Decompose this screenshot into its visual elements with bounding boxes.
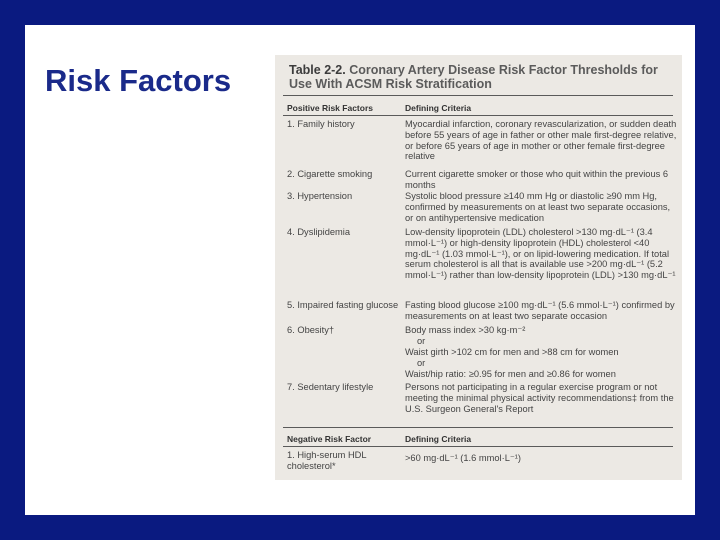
negative-header: Negative Risk Factor	[287, 434, 372, 444]
table-row: 6. Obesity†	[287, 325, 335, 335]
table-cell: Myocardial infarction, coronary revascularization, or sudden death before 55 years of age in father or other male first-degree relative, or before 65 years of age in mother or other female first-degree relative	[405, 119, 677, 162]
table-title	[289, 63, 674, 91]
table-cell: Waist/hip ratio: ≥0.95 for men and ≥0.86 for women	[405, 369, 616, 379]
table-cell: Current cigarette smoker or those who quit within the previous 6 months	[405, 169, 669, 190]
table-cell: Body mass index >30 kg·m⁻²	[405, 325, 526, 335]
table-cell: or	[417, 336, 426, 346]
table-cell: Waist girth >102 cm for men and >88 cm for women	[405, 347, 619, 357]
criteria-header: Defining Criteria	[405, 103, 472, 113]
table-cell: Systolic blood pressure ≥140 mm Hg or diastolic ≥90 mm Hg, confirmed by measurements on at least two separate occasions, or on antihypertensive medication	[405, 191, 671, 223]
table-label: Table 2-2.	[289, 63, 346, 77]
header-rule	[283, 95, 673, 96]
table-cell: Fasting blood glucose ≥100 mg·dL⁻¹ (5.6 mmol·L⁻¹) confirmed by measurements on at least two separate occasion	[405, 300, 675, 321]
table-title-text: Coronary Artery Disease Risk Factor Thresholds for Use With ACSM Risk Stratification	[289, 63, 658, 91]
negative-rule	[283, 427, 673, 428]
table-row: 5. Impaired fasting glucose	[287, 300, 399, 310]
table-image	[275, 55, 682, 480]
table-row: 4. Dyslipidemia	[287, 227, 351, 237]
positive-header: Positive Risk Factors	[287, 103, 373, 113]
table-cell: Persons not participating in a regular exercise program or not meeting the minimal physical activity recommendations‡ from the U.S. Surgeon General's Report	[405, 382, 674, 414]
table-row: 2. Cigarette smoking	[287, 169, 373, 179]
table-row: 7. Sedentary lifestyle	[287, 382, 374, 392]
table-cell: Low-density lipoprotein (LDL) cholesterol >130 mg·dL⁻¹ (3.4 mmol·L⁻¹) or high-density lipoprotein (HDL) cholesterol <40 mg·dL⁻¹ (1.03 mmol·L⁻¹), or on lipid-lowering medication. If total serum cholesterol is all that is available use >200 mg·dL⁻¹ (5.2 mmol·L⁻¹) rather than low-density lipoprotein (LDL) >130 mg·dL⁻¹	[405, 227, 676, 281]
slide-title: Risk Factors	[45, 63, 232, 98]
table-row: 3. Hypertension	[287, 191, 353, 201]
negative-criteria-header: Defining Criteria	[405, 434, 472, 444]
table-cell: >60 mg·dL⁻¹ (1.6 mmol·L⁻¹)	[405, 453, 521, 463]
table-cell: or	[417, 358, 426, 368]
subheader-rule	[283, 115, 673, 116]
negative-subrule	[283, 446, 673, 447]
table-row: 1. Family history	[287, 119, 355, 129]
slide	[25, 25, 695, 515]
table-row: 1. High-serum HDL cholesterol*	[287, 450, 367, 471]
